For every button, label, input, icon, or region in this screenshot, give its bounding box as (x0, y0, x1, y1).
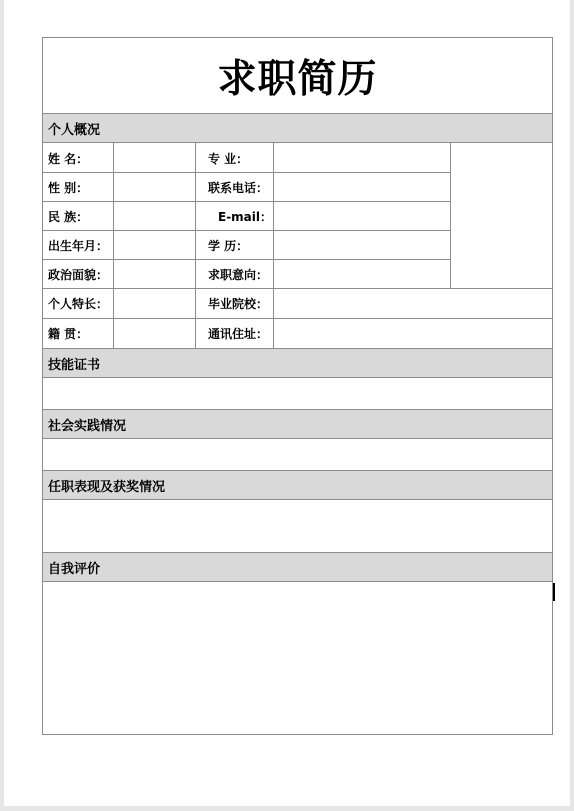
practice-content-cell[interactable] (43, 439, 552, 469)
intention-value-cell[interactable] (274, 260, 450, 288)
email-value-cell[interactable] (274, 202, 450, 230)
label-specialty: 个人特长： (43, 289, 112, 317)
label-name: 姓 名： (43, 144, 112, 172)
section-header-self-eval[interactable] (43, 552, 552, 582)
label-email: E-mail： (196, 202, 272, 230)
label-phone: 联系电话： (196, 173, 272, 201)
section-title: 任职表现及获奖情况 (48, 479, 166, 495)
performance-content-cell[interactable] (43, 500, 552, 551)
resume-title-cell[interactable] (43, 38, 552, 114)
section-title: 社会实践情况 (48, 418, 127, 434)
personal-info-grid (43, 143, 552, 349)
education-value-cell[interactable] (274, 231, 450, 259)
politics-value-cell[interactable] (114, 260, 195, 288)
label-intention: 求职意向： (196, 260, 272, 288)
label-school: 毕业院校： (196, 289, 272, 317)
name-value-cell[interactable] (114, 144, 195, 172)
section-header-skills[interactable] (43, 348, 552, 378)
section-title: 个人概况 (48, 122, 101, 138)
text-cursor (553, 583, 555, 601)
label-address: 通讯住址： (196, 319, 272, 347)
section-header-overview[interactable] (43, 113, 552, 143)
phone-value-cell[interactable] (274, 173, 450, 201)
label-education: 学 历： (196, 231, 272, 259)
gender-value-cell[interactable] (114, 173, 195, 201)
label-politics: 政治面貌： (43, 260, 112, 288)
major-value-cell[interactable] (274, 144, 450, 172)
birth-value-cell[interactable] (114, 231, 195, 259)
hometown-value-cell[interactable] (114, 319, 195, 347)
section-title: 技能证书 (48, 357, 101, 373)
self-eval-content-cell[interactable] (43, 582, 552, 734)
address-value-cell[interactable] (274, 319, 552, 347)
label-hometown: 籍 贯： (43, 319, 112, 347)
ethnicity-value-cell[interactable] (114, 202, 195, 230)
section-title: 自我评价 (48, 561, 101, 577)
resume-table (42, 37, 553, 735)
resume-title: 求职简历 (217, 57, 378, 102)
specialty-value-cell[interactable] (114, 289, 195, 317)
document-page (4, 0, 570, 806)
label-ethnicity: 民 族： (43, 202, 112, 230)
photo-cell[interactable] (451, 143, 552, 288)
skills-content-cell[interactable] (43, 378, 552, 408)
label-gender: 性 别： (43, 173, 112, 201)
label-major: 专 业： (196, 144, 272, 172)
section-header-performance[interactable] (43, 470, 552, 500)
section-header-practice[interactable] (43, 409, 552, 439)
school-value-cell[interactable] (274, 289, 552, 317)
label-birth: 出生年月： (43, 231, 112, 259)
